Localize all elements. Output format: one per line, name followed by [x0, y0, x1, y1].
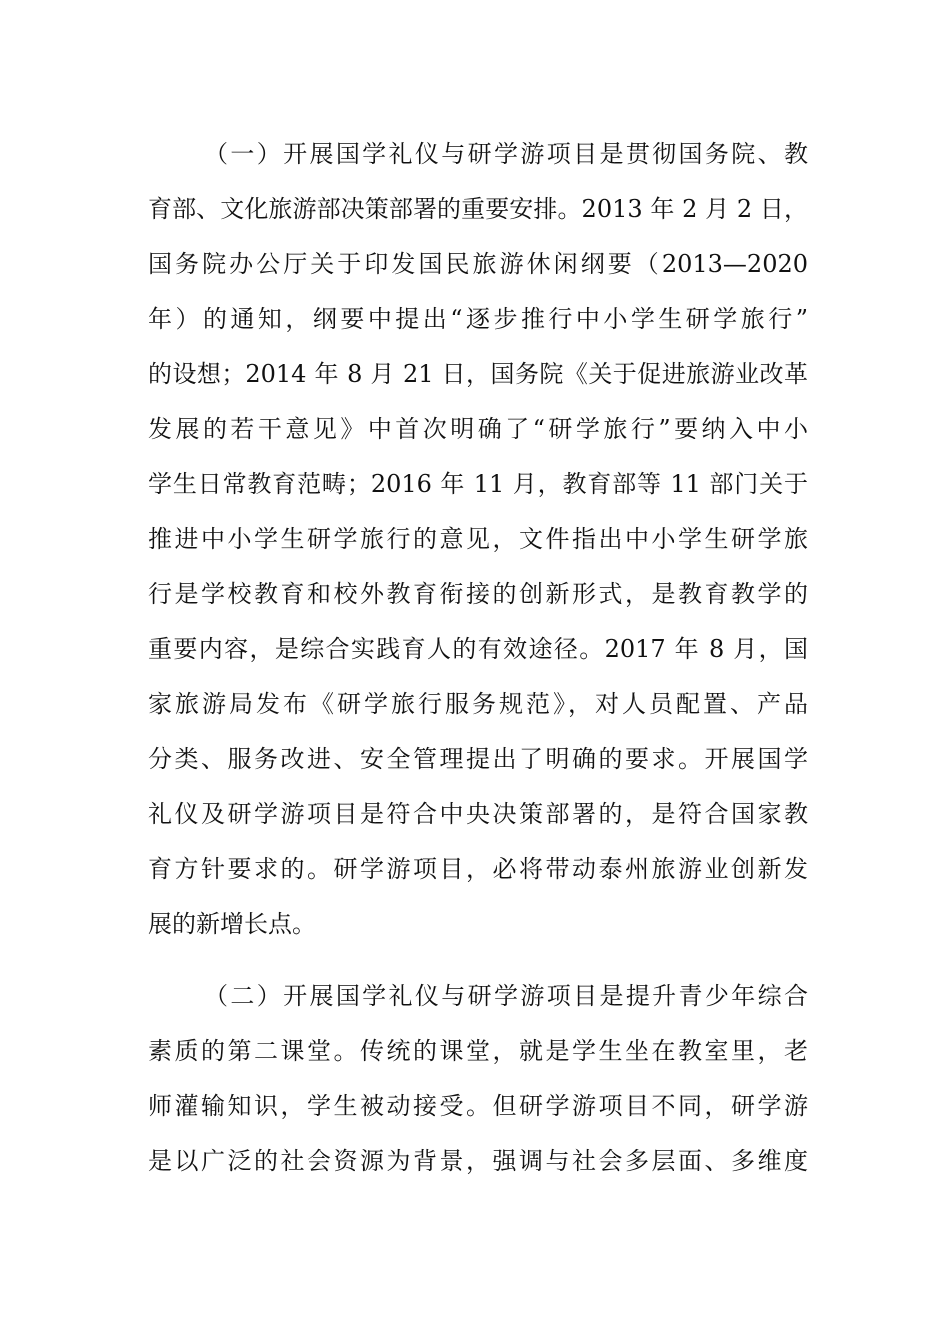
paragraph-1-line-6: 发展的若干意见》中首次明确了“研学旅行”要纳入中小: [148, 415, 808, 443]
paragraph-1-line-8: 推进中小学生研学旅行的意见，文件指出中小学生研学旅: [148, 525, 808, 553]
paragraph-1-line-10: 重要内容，是综合实践育人的有效途径。2017 年 8 月，国: [148, 635, 808, 663]
paragraph-2-line-2: 素质的第二课堂。传统的课堂，就是学生坐在教室里，老: [148, 1037, 808, 1065]
paragraph-1-line-13: 礼仪及研学游项目是符合中央决策部署的，是符合国家教: [148, 800, 808, 828]
paragraph-1-line-11: 家旅游局发布《研学旅行服务规范》，对人员配置、产品: [148, 690, 808, 718]
paragraph-1-line-15: 展的新增长点。: [148, 910, 316, 938]
paragraph-2-line-1: （二）开展国学礼仪与研学游项目是提升青少年综合: [204, 982, 808, 1010]
paragraph-1-line-2: 育部、文化旅游部决策部署的重要安排。2013 年 2 月 2 日，: [148, 195, 808, 223]
paragraph-1-line-14: 育方针要求的。研学游项目，必将带动泰州旅游业创新发: [148, 855, 808, 883]
paragraph-1-line-1: （一）开展国学礼仪与研学游项目是贯彻国务院、教: [204, 140, 808, 168]
paragraph-2-line-4: 是以广泛的社会资源为背景，强调与社会多层面、多维度: [148, 1147, 808, 1175]
paragraph-1-line-3: 国务院办公厅关于印发国民旅游休闲纲要（2013—2020: [148, 250, 808, 278]
paragraph-1-line-7: 学生日常教育范畴；2016 年 11 月，教育部等 11 部门关于: [148, 470, 808, 498]
paragraph-1-line-9: 行是学校教育和校外教育衔接的创新形式，是教育教学的: [148, 580, 808, 608]
paragraph-1-line-4: 年）的通知，纲要中提出“逐步推行中小学生研学旅行”: [148, 305, 808, 333]
paragraph-1-line-12: 分类、服务改进、安全管理提出了明确的要求。开展国学: [148, 745, 808, 773]
paragraph-2-line-3: 师灌输知识，学生被动接受。但研学游项目不同，研学游: [148, 1092, 808, 1120]
paragraph-1-line-5: 的设想；2014 年 8 月 21 日，国务院《关于促进旅游业改革: [148, 360, 808, 388]
